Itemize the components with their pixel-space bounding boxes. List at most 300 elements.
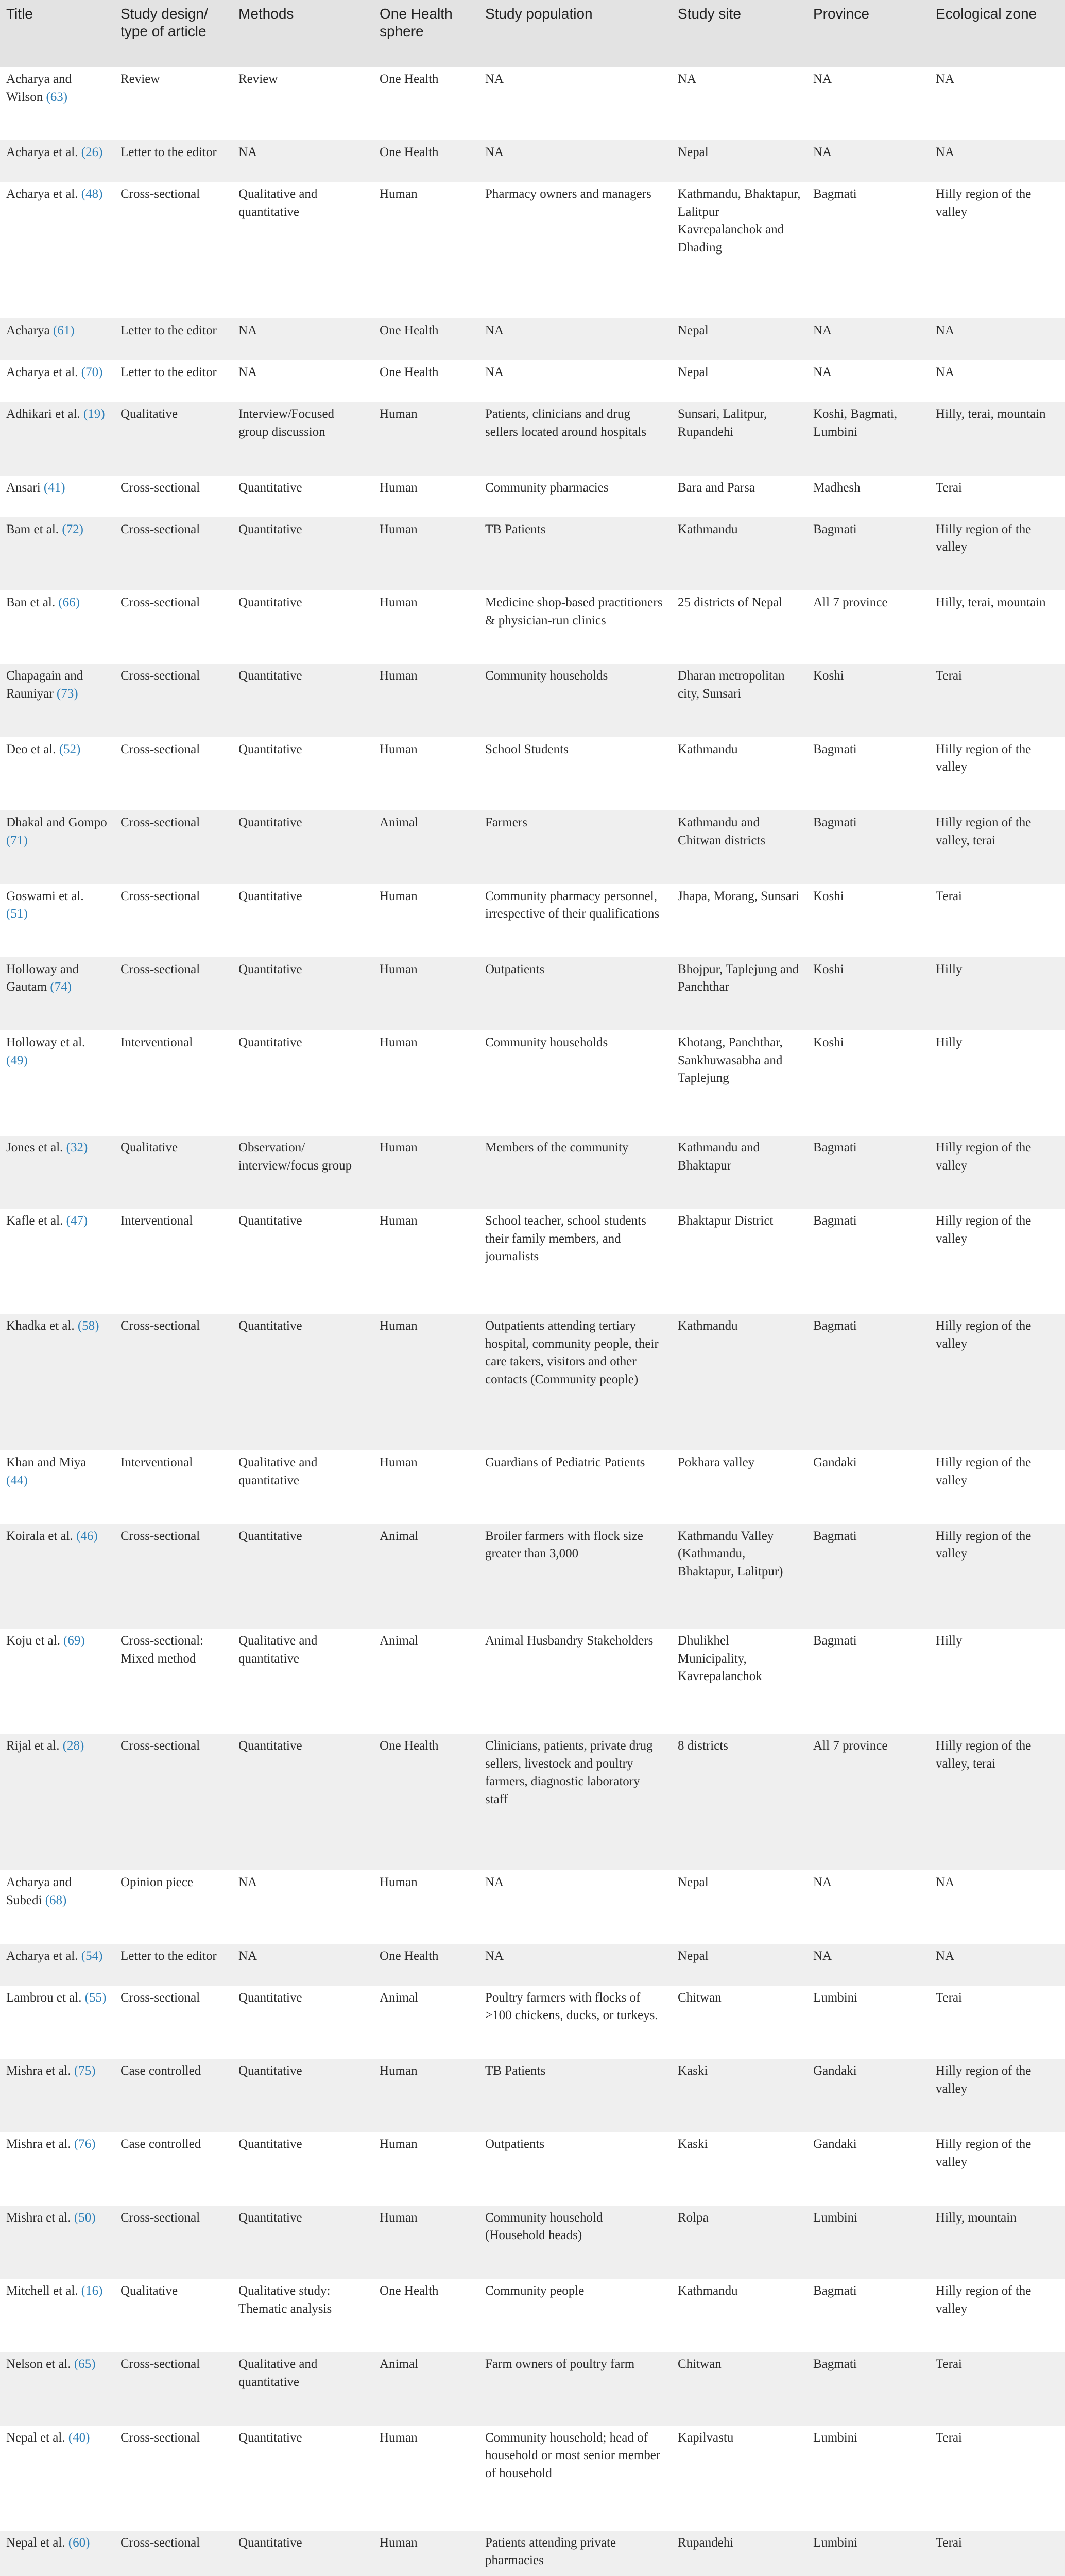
cell-title [0,737,114,810]
cell-study-design: Letter to the editor [121,365,217,380]
cell-ecological-zone: Hilly, terai, mountain [936,407,1046,421]
cell-study-design: Cross-sectional [121,889,200,903]
table-row [0,1944,1065,1986]
header-province: Province [813,6,869,22]
header-one-health-sphere: One Health sphere [380,6,453,40]
cell-title [0,360,114,402]
cell-site: Pokhara valley [678,1455,755,1470]
cell-site: Khotang, Panchthar, Sankhuwasabha and Taplejung [678,1036,783,1086]
cell-province: NA [813,1948,832,1963]
cell-title [0,402,114,475]
cell-site: Chitwan [678,2357,722,2371]
cell-province: Bagmati [813,816,857,830]
cell-ecological-zone: Hilly, mountain [936,2210,1017,2225]
author-name: Nelson et al. [6,2357,71,2371]
reference-link[interactable]: (76) [74,2137,96,2151]
cell-ecological-zone: Hilly [936,962,963,976]
author-name: Kafle et al. [6,1214,63,1228]
cell-title [0,182,114,318]
table-row [0,1524,1065,1629]
cell-methods: Observation/ interview/focus group [238,1141,352,1173]
cell-population: NA [485,324,504,338]
cell-site: Bhojpur, Taplejung and Panchthar [678,962,799,994]
cell-population: Outpatients [485,962,545,976]
cell-province: Bagmati [813,522,857,536]
cell-methods: Qualitative and quantitative [238,187,318,219]
author-name: Rijal et al. [6,1739,60,1753]
cell-title [0,1734,114,1870]
reference-link[interactable]: (54) [81,1948,103,1963]
cell-title [0,67,114,140]
cell-ecological-zone: Terai [936,2357,962,2371]
cell-methods: Quantitative [238,1739,302,1753]
table-row [0,1450,1065,1523]
cell-study-design: Cross-sectional [121,522,200,536]
table-row [0,2279,1065,2352]
cell-ecological-zone: Hilly [936,1036,963,1050]
cell-sphere: Human [380,889,418,903]
cell-methods: Quantitative [238,480,302,495]
cell-study-design: Cross-sectional [121,1990,200,2005]
cell-title [0,810,114,884]
cell-methods: NA [238,365,257,380]
cell-methods: Quantitative [238,2064,302,2078]
reference-link[interactable]: (63) [46,90,68,104]
cell-sphere: One Health [380,2284,439,2298]
author-name: Chapagain and Rauniyar [6,669,83,701]
cell-sphere: Human [380,407,418,421]
cell-study-design: Cross-sectional [121,962,200,976]
cell-methods: Quantitative [238,669,302,683]
cell-title [0,664,114,737]
cell-methods: Quantitative [238,962,302,976]
cell-sphere: Human [380,1141,418,1155]
author-name: Mitchell et al. [6,2284,78,2298]
cell-province: Gandaki [813,2064,857,2078]
cell-study-design: Cross-sectional [121,187,200,201]
cell-title [0,2279,114,2352]
author-name: Mishra et al. [6,2210,71,2225]
cell-site: Kathmandu [678,522,738,536]
reference-link[interactable]: (68) [45,1893,67,1907]
cell-methods: Interview/Focused group discussion [238,407,335,439]
cell-title [0,1314,114,1450]
cell-sphere: Human [380,742,418,756]
cell-sphere: One Health [380,72,439,86]
cell-title [0,1870,114,1943]
cell-study-design: Cross-sectional [121,480,200,495]
cell-title [0,1986,114,2059]
cell-site: Kathmandu [678,742,738,756]
cell-province: Lumbini [813,2535,858,2550]
table-row [0,182,1065,318]
cell-study-design: Letter to the editor [121,324,217,338]
table-row [0,2426,1065,2531]
table-row [0,1986,1065,2059]
cell-population: Clinicians, patients, private drug sellers, livestock and poultry farmers, diagnostic laboratory staff [485,1739,653,1806]
cell-site: Kaski [678,2137,708,2151]
cell-population: NA [485,145,504,160]
cell-population: Community households [485,1036,608,1050]
cell-province: Gandaki [813,1455,857,1470]
cell-ecological-zone: Hilly region of the valley [936,1529,1032,1561]
cell-province: NA [813,145,832,160]
cell-province: NA [813,1875,832,1890]
cell-site: 8 districts [678,1739,728,1753]
cell-study-design: Cross-sectional [121,2210,200,2225]
cell-site: Rupandehi [678,2535,734,2550]
cell-population: Community household; head of household or most senior member of household [485,2430,661,2480]
cell-population: Farmers [485,816,527,830]
cell-methods: Quantitative [238,596,302,610]
cell-site: Jhapa, Morang, Sunsari [678,889,800,903]
cell-province: Koshi [813,669,844,683]
reference-link[interactable]: (58) [77,1319,99,1333]
author-name: Nepal et al. [6,2535,65,2550]
cell-methods: Qualitative and quantitative [238,1455,318,1487]
cell-population: Community pharmacy personnel, irrespective of their qualifications [485,889,660,921]
cell-title [0,1629,114,1734]
author-name: Bam et al. [6,522,59,536]
cell-province: Lumbini [813,2430,858,2445]
cell-site: Kathmandu, Bhaktapur, Lalitpur Kavrepalanchok and Dhading [678,187,801,255]
author-name: Dhakal and Gompo [6,816,107,830]
cell-site: Nepal [678,1948,709,1963]
reference-link[interactable]: (73) [56,686,78,701]
cell-study-design: Qualitative [121,2284,178,2298]
author-name: Ansari [6,480,41,495]
cell-title [0,1136,114,1209]
cell-province: Bagmati [813,1214,857,1228]
cell-ecological-zone: Hilly region of the valley [936,2284,1032,2316]
cell-study-design: Letter to the editor [121,1948,217,1963]
cell-province: Lumbini [813,2210,858,2225]
cell-study-design: Opinion piece [121,1875,193,1890]
author-name: Acharya et al. [6,365,78,380]
cell-title [0,318,114,360]
cell-province: Lumbini [813,1990,858,2005]
cell-study-design: Cross-sectional [121,1319,200,1333]
cell-methods: Qualitative study: Thematic analysis [238,2284,332,2316]
cell-province: NA [813,72,832,86]
table-row [0,1030,1065,1136]
cell-province: Bagmati [813,742,857,756]
cell-study-design: Case controlled [121,2137,201,2151]
cell-study-design: Cross-sectional [121,2535,200,2550]
reference-link[interactable]: (69) [63,1634,85,1648]
author-name: Holloway et al. [6,1036,85,1050]
reference-link[interactable]: (65) [74,2357,96,2371]
reference-link[interactable]: (48) [81,187,103,201]
cell-sphere: One Health [380,1948,439,1963]
cell-study-design: Review [121,72,160,86]
reference-link[interactable]: (55) [84,1990,107,2005]
author-name: Mishra et al. [6,2064,71,2078]
author-name: Mishra et al. [6,2137,71,2151]
cell-methods: Quantitative [238,2430,302,2445]
cell-ecological-zone: Hilly region of the valley [936,742,1032,774]
reference-link[interactable]: (72) [62,522,83,536]
cell-title [0,1524,114,1629]
cell-population: Members of the community [485,1141,629,1155]
cell-sphere: Human [380,2137,418,2151]
author-name: Nepal et al. [6,2430,65,2445]
table-row [0,67,1065,140]
cell-methods: Quantitative [238,742,302,756]
cell-study-design: Cross-sectional [121,2430,200,2445]
table-row [0,737,1065,810]
cell-title [0,2426,114,2531]
cell-ecological-zone: NA [936,1875,955,1890]
cell-title [0,517,114,590]
table-row [0,318,1065,360]
cell-ecological-zone: NA [936,365,955,380]
reference-link[interactable]: (49) [6,1053,28,1067]
cell-ecological-zone: Terai [936,889,962,903]
cell-sphere: Human [380,522,418,536]
cell-methods: NA [238,1875,257,1890]
cell-sphere: Human [380,1455,418,1470]
cell-sphere: Animal [380,1529,418,1543]
cell-site: Bhaktapur District [678,1214,774,1228]
reference-link[interactable]: (61) [53,324,75,338]
table-row [0,664,1065,737]
cell-study-design: Cross-sectional: Mixed method [121,1634,204,1666]
cell-population: Animal Husbandry Stakeholders [485,1634,654,1648]
cell-province: Bagmati [813,2357,857,2371]
author-name: Goswami et al. [6,889,84,903]
cell-province: Bagmati [813,187,857,201]
reference-link[interactable]: (47) [66,1214,88,1228]
cell-sphere: Human [380,187,418,201]
reference-link[interactable]: (26) [81,145,103,160]
header-ecological-zone: Ecological zone [936,6,1037,22]
reference-link[interactable]: (71) [6,833,28,848]
author-name: Lambrou et al. [6,1990,82,2005]
cell-population: Pharmacy owners and managers [485,187,651,201]
cell-methods: Review [238,72,278,86]
cell-methods: Quantitative [238,1990,302,2005]
cell-province: Koshi, Bagmati, Lumbini [813,407,898,439]
cell-site: Nepal [678,365,709,380]
cell-study-design: Cross-sectional [121,2357,200,2371]
cell-population: NA [485,365,504,380]
cell-methods: Quantitative [238,1036,302,1050]
cell-population: Patients, clinicians and drug sellers located around hospitals [485,407,647,439]
table-row [0,476,1065,517]
author-name: Acharya et al. [6,187,78,201]
table-row [0,957,1065,1030]
cell-methods: Quantitative [238,2210,302,2225]
cell-study-design: Cross-sectional [121,669,200,683]
cell-title [0,1944,114,1986]
cell-ecological-zone: NA [936,1948,955,1963]
table-row [0,810,1065,884]
table-row [0,402,1065,475]
cell-ecological-zone: Terai [936,2430,962,2445]
cell-ecological-zone: Hilly region of the valley, terai [936,1739,1032,1771]
cell-population: Community pharmacies [485,480,609,495]
table-row [0,1870,1065,1943]
reference-link[interactable]: (16) [81,2284,103,2298]
cell-population: Broiler farmers with flock size greater than 3,000 [485,1529,643,1561]
cell-ecological-zone: Hilly region of the valley, terai [936,816,1032,848]
author-name: Holloway and Gautam [6,962,79,994]
author-name: Acharya et al. [6,145,78,160]
cell-ecological-zone: Hilly region of the valley [936,522,1032,554]
cell-ecological-zone: NA [936,72,955,86]
table-row [0,590,1065,664]
cell-ecological-zone: Terai [936,480,962,495]
cell-site: Sunsari, Lalitpur, Rupandehi [678,407,767,439]
cell-title [0,1209,114,1314]
reference-link[interactable]: (52) [59,742,81,756]
table-row [0,2059,1065,2132]
reference-link[interactable]: (60) [68,2535,90,2550]
reference-link[interactable]: (50) [74,2210,96,2225]
author-name: Acharya and Wilson [6,72,72,104]
cell-study-design: Interventional [121,1214,193,1228]
cell-sphere: Human [380,669,418,683]
cell-methods: NA [238,1948,257,1963]
cell-study-design: Qualitative [121,1141,178,1155]
table-row [0,2132,1065,2205]
cell-population: Community households [485,669,608,683]
cell-site: Kathmandu and Chitwan districts [678,816,766,848]
reference-link[interactable]: (44) [6,1473,28,1487]
cell-site: Kathmandu [678,2284,738,2298]
table-row [0,884,1065,957]
cell-study-design: Cross-sectional [121,1529,200,1543]
cell-methods: NA [238,145,257,160]
cell-site: Kaski [678,2064,708,2078]
reference-link[interactable]: (51) [6,907,28,921]
reference-link[interactable]: (74) [50,980,72,994]
cell-site: Kathmandu and Bhaktapur [678,1141,760,1173]
cell-province: Bagmati [813,1319,857,1333]
cell-title [0,1030,114,1136]
cell-ecological-zone: Hilly region of the valley [936,2064,1032,2096]
reference-link[interactable]: (40) [68,2430,90,2445]
cell-population: TB Patients [485,522,546,536]
cell-study-design: Interventional [121,1455,193,1470]
table-body [0,67,1065,2576]
cell-title [0,2132,114,2205]
cell-sphere: Human [380,1036,418,1050]
reference-link[interactable]: (19) [83,407,105,421]
reference-link[interactable]: (28) [62,1739,84,1753]
cell-sphere: Animal [380,1634,418,1648]
cell-sphere: Human [380,2210,418,2225]
reference-link[interactable]: (66) [58,596,80,610]
reference-link[interactable]: (46) [76,1529,98,1543]
table-row [0,2352,1065,2425]
cell-province: NA [813,365,832,380]
cell-site: Bara and Parsa [678,480,755,495]
table-row [0,1629,1065,1734]
cell-population: Outpatients [485,2137,545,2151]
cell-ecological-zone: NA [936,145,955,160]
cell-ecological-zone: Hilly region of the valley [936,1141,1032,1173]
cell-population: Poultry farmers with flocks of >100 chickens, ducks, or turkeys. [485,1990,658,2023]
author-name: Koirala et al. [6,1529,73,1543]
cell-methods: Quantitative [238,889,302,903]
cell-sphere: Animal [380,1990,418,2005]
cell-methods: Quantitative [238,1214,302,1228]
cell-site: Nepal [678,1875,709,1890]
cell-province: Koshi [813,962,844,976]
author-name: Acharya et al. [6,1948,78,1963]
cell-study-design: Case controlled [121,2064,201,2078]
cell-ecological-zone: Hilly region of the valley [936,1455,1032,1487]
cell-sphere: Human [380,962,418,976]
cell-province: All 7 province [813,596,888,610]
author-name: Deo et al. [6,742,56,756]
table-header-row [0,0,1065,67]
table-row [0,1209,1065,1314]
cell-population: School Students [485,742,569,756]
cell-population: Community people [485,2284,585,2298]
reference-link[interactable]: (75) [74,2064,96,2078]
cell-title [0,2531,114,2576]
cell-title [0,2059,114,2132]
cell-title [0,957,114,1030]
table-row [0,140,1065,182]
cell-site: 25 districts of Nepal [678,596,783,610]
cell-methods: Quantitative [238,816,302,830]
cell-ecological-zone: Hilly, terai, mountain [936,596,1046,610]
cell-methods: Qualitative and quantitative [238,1634,318,1666]
cell-population: Medicine shop-based practitioners & physician-run clinics [485,596,663,628]
cell-ecological-zone: NA [936,324,955,338]
cell-sphere: One Health [380,365,439,380]
cell-population: NA [485,1875,504,1890]
table-row [0,2206,1065,2279]
reference-link[interactable]: (32) [66,1141,88,1155]
cell-site: Kathmandu [678,1319,738,1333]
reference-link[interactable]: (70) [81,365,103,380]
cell-methods: Quantitative [238,2137,302,2151]
cell-site: Nepal [678,145,709,160]
cell-population: Farm owners of poultry farm [485,2357,635,2371]
cell-province: Bagmati [813,2284,857,2298]
cell-population: NA [485,1948,504,1963]
cell-title [0,476,114,517]
cell-title [0,2352,114,2425]
author-name: Jones et al. [6,1141,63,1155]
cell-province: Koshi [813,889,844,903]
cell-sphere: One Health [380,324,439,338]
cell-population: NA [485,72,504,86]
author-name: Khan and Miya [6,1455,87,1470]
cell-study-design: Cross-sectional [121,596,200,610]
cell-province: Bagmati [813,1529,857,1543]
cell-title [0,140,114,182]
header-methods: Methods [238,6,294,22]
cell-population: School teacher, school students their family members, and journalists [485,1214,646,1264]
cell-methods: Quantitative [238,1319,302,1333]
cell-ecological-zone: Hilly region of the valley [936,187,1032,219]
cell-ecological-zone: Terai [936,1990,962,2005]
cell-site: Kathmandu Valley (Kathmandu, Bhaktapur, Lalitpur) [678,1529,783,1579]
cell-province: Gandaki [813,2137,857,2151]
reference-link[interactable]: (41) [43,480,65,495]
cell-population: Outpatients attending tertiary hospital, community people, their care takers, visitors and other contacts (Community people) [485,1319,659,1386]
cell-sphere: Human [380,2064,418,2078]
table-row [0,517,1065,590]
cell-population: Guardians of Pediatric Patients [485,1455,645,1470]
cell-sphere: One Health [380,1739,439,1753]
